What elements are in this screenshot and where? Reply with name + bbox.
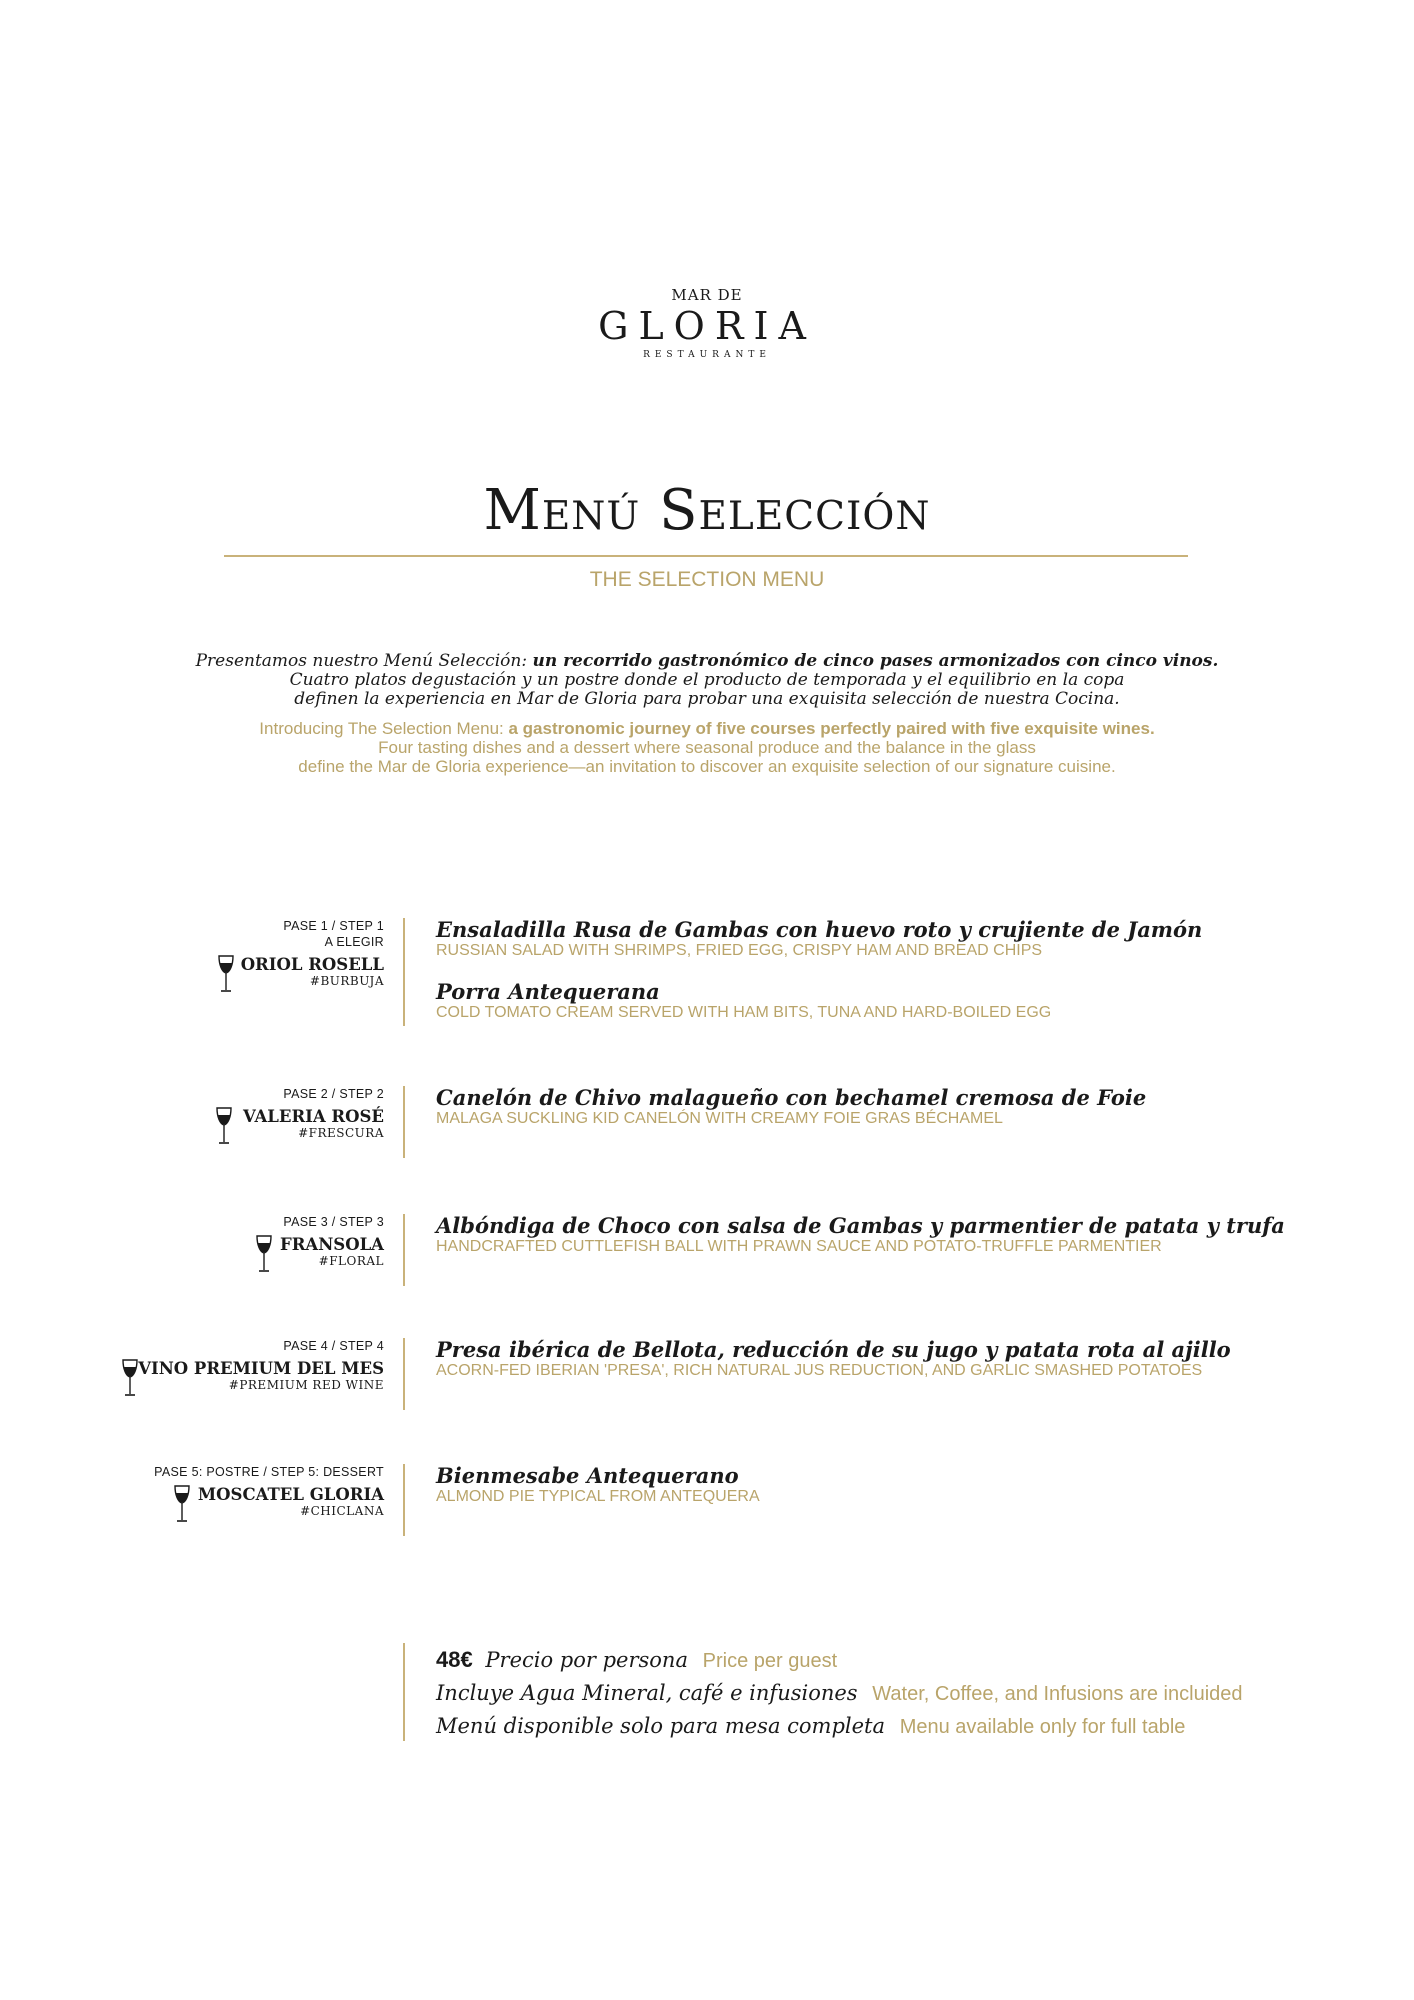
wine-name: VALERIA ROSÉ — [242, 1107, 384, 1126]
intro-en-line2: Four tasting dishes and a dessert where seasonal produce and the balance in the glass — [378, 738, 1036, 757]
wine-row — [100, 1485, 384, 1518]
course-note: A ELEGIR — [324, 935, 384, 949]
includes-row — [436, 1677, 1396, 1710]
price-label-en: Price per guest — [702, 1650, 838, 1672]
intro — [0, 652, 1414, 776]
wine-row — [100, 955, 384, 988]
dish-name: Albóndiga de Choco con salsa de Gambas y parmentier de patata y trufa — [436, 1213, 1285, 1238]
course-divider — [403, 1214, 405, 1286]
intro-en-bold: a gastronomic journey of five courses perfectly paired with five exquisite wines. — [508, 719, 1155, 738]
wine-name: ORIOL ROSELL — [240, 955, 384, 974]
intro-en-lead: Introducing The Selection Menu: — [259, 719, 509, 738]
availability-es: Menú disponible solo para mesa completa — [436, 1714, 886, 1738]
intro-spanish — [0, 652, 1414, 709]
course-dishes — [436, 1214, 1396, 1256]
title-divider — [224, 555, 1188, 557]
intro-es-line2: Cuatro platos degustación y un postre donde el producto de temporada y el equilibrio en la copa — [289, 670, 1125, 690]
dish — [436, 1214, 1396, 1256]
dish — [436, 1338, 1396, 1380]
price-row — [436, 1644, 1396, 1677]
dish — [436, 1464, 1396, 1506]
course-dishes — [436, 918, 1396, 1022]
logo-main-text: GLORIA — [598, 304, 816, 348]
dish — [436, 1086, 1396, 1128]
course-pairing — [100, 1214, 384, 1268]
course-step: PASE 2 / STEP 2 — [283, 1087, 384, 1101]
wine-glass-icon — [216, 955, 236, 995]
wine-tag: #BURBUJA — [309, 974, 384, 988]
wine-glass-icon — [214, 1107, 234, 1147]
dish-english: COLD TOMATO CREAM SERVED WITH HAM BITS, TUNA AND HARD-BOILED EGG — [436, 1004, 1052, 1021]
logo-top-text: MAR DE — [671, 286, 743, 304]
course-step: PASE 1 / STEP 1 — [283, 919, 384, 933]
availability-row — [436, 1710, 1396, 1743]
pricing-divider — [403, 1643, 405, 1741]
restaurant-logo — [0, 286, 1414, 360]
wine-row — [100, 1107, 384, 1140]
price-amount: 48€ — [436, 1647, 473, 1672]
wine-name: FRANSOLA — [279, 1235, 384, 1254]
intro-en-line3: define the Mar de Gloria experience—an invitation to discover an exquisite selection of our signature cuisine. — [298, 757, 1116, 776]
dish-name: Canelón de Chivo malagueño con bechamel cremosa de Foie — [436, 1085, 1147, 1110]
course-step: PASE 3 / STEP 3 — [283, 1215, 384, 1229]
wine-tag: #FRESCURA — [298, 1126, 384, 1140]
availability-en: Menu available only for full table — [899, 1716, 1186, 1738]
dish — [436, 918, 1396, 960]
dish-english: RUSSIAN SALAD WITH SHRIMPS, FRIED EGG, CRISPY HAM AND BREAD CHIPS — [436, 942, 1043, 959]
dish-english: MALAGA SUCKLING KID CANELÓN WITH CREAMY FOIE GRAS BÉCHAMEL — [436, 1110, 1003, 1127]
includes-en: Water, Coffee, and Infusions are incluided — [872, 1683, 1243, 1705]
dish-english: HANDCRAFTED CUTTLEFISH BALL WITH PRAWN SAUCE AND POTATO-TRUFFLE PARMENTIER — [436, 1238, 1162, 1255]
course-divider — [403, 1086, 405, 1158]
wine-glass-icon — [120, 1359, 140, 1399]
course-divider — [403, 918, 405, 1026]
wine-row — [100, 1235, 384, 1268]
wine-tag: #CHICLANA — [300, 1504, 384, 1518]
course-pairing — [100, 1464, 384, 1518]
intro-es-bold: un recorrido gastronómico de cinco pases armonizados con cinco vinos. — [532, 651, 1219, 671]
course-dishes — [436, 1338, 1396, 1380]
page-title: Menú Selección — [483, 478, 931, 543]
course-pairing — [100, 918, 384, 988]
course-dishes — [436, 1464, 1396, 1506]
wine-name: VINO PREMIUM DEL MES — [138, 1359, 384, 1378]
wine-tag: #PREMIUM RED WINE — [228, 1378, 384, 1392]
intro-english — [0, 719, 1414, 776]
dish-english: ALMOND PIE TYPICAL FROM ANTEQUERA — [436, 1488, 760, 1505]
course-divider — [403, 1338, 405, 1410]
intro-en-line1 — [0, 719, 1414, 738]
intro-es-lead: Presentamos nuestro Menú Selección: — [195, 651, 533, 671]
page-subtitle: THE SELECTION MENU — [589, 568, 825, 591]
dish — [436, 980, 1396, 1022]
dish-name: Bienmesabe Antequerano — [436, 1463, 739, 1488]
course-pairing — [100, 1338, 384, 1392]
wine-row — [100, 1359, 384, 1392]
wine-tag: #FLORAL — [318, 1254, 384, 1268]
intro-es-line1 — [0, 652, 1414, 671]
course-divider — [403, 1464, 405, 1536]
wine-glass-icon — [254, 1235, 274, 1275]
course-step: PASE 5: POSTRE / STEP 5: DESSERT — [154, 1465, 384, 1479]
course-dishes — [436, 1086, 1396, 1128]
pricing — [436, 1644, 1396, 1743]
wine-name: MOSCATEL GLORIA — [197, 1485, 384, 1504]
price-label-es: Precio por persona — [485, 1648, 688, 1672]
dish-name: Porra Antequerana — [436, 979, 660, 1004]
includes-es: Incluye Agua Mineral, café e infusiones — [436, 1681, 858, 1705]
dish-name: Ensaladilla Rusa de Gambas con huevo roto y crujiente de Jamón — [436, 917, 1203, 942]
dish-name: Presa ibérica de Bellota, reducción de su jugo y patata rota al ajillo — [436, 1337, 1231, 1362]
dish-english: ACORN-FED IBERIAN 'PRESA', RICH NATURAL JUS REDUCTION, AND GARLIC SMASHED POTATOES — [436, 1362, 1203, 1379]
course-pairing — [100, 1086, 384, 1140]
course-step: PASE 4 / STEP 4 — [283, 1339, 384, 1353]
logo-sub-text: RESTAURANTE — [643, 350, 771, 360]
wine-glass-icon — [172, 1485, 192, 1525]
intro-es-line3: definen la experiencia en Mar de Gloria para probar una exquisita selección de nuestra Cocina. — [294, 689, 1120, 709]
